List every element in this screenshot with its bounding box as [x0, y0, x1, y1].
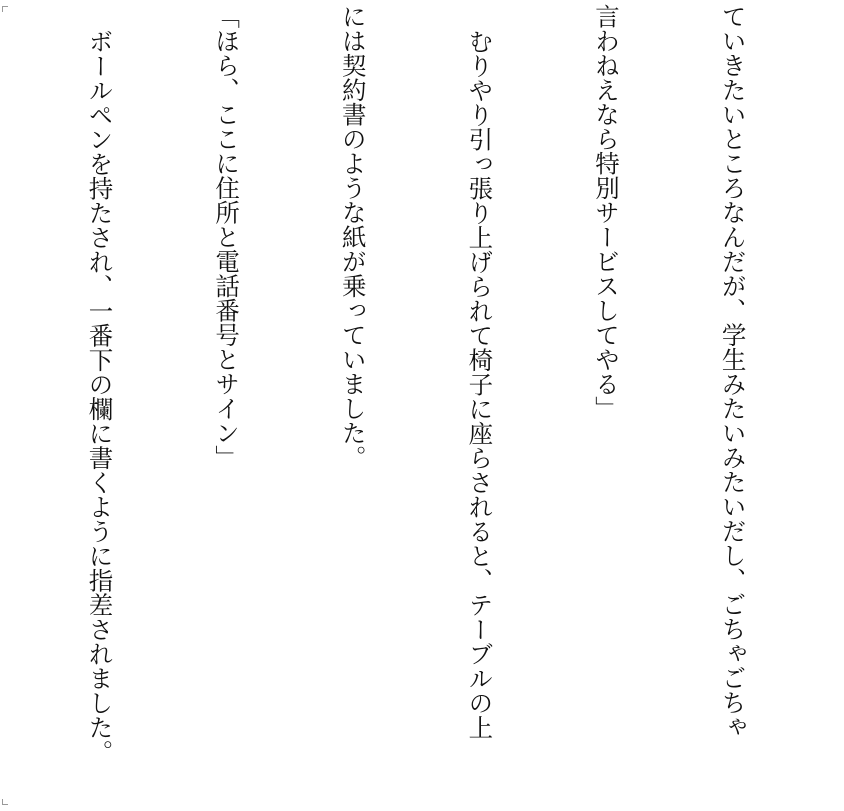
text-line: には契約書のような紙が乗っていました。 — [338, 4, 368, 470]
vertical-text-body — [0, 4, 838, 804]
text-line: ボールペンを持たされ、一番下の欄に書くように指差されました。 — [85, 28, 115, 764]
text-line: ていきたいところなんだが、学生みたいみたいだし、ごちゃごちゃ — [718, 4, 748, 739]
text-line: 「ほら、ここに住所と電話番号とサイン」 — [212, 4, 242, 470]
text-line: 言わねえなら特別サービスしてやる」 — [591, 4, 621, 421]
text-line: むりやり引っ張り上げられて椅子に座らされると、テーブルの上 — [465, 28, 495, 739]
